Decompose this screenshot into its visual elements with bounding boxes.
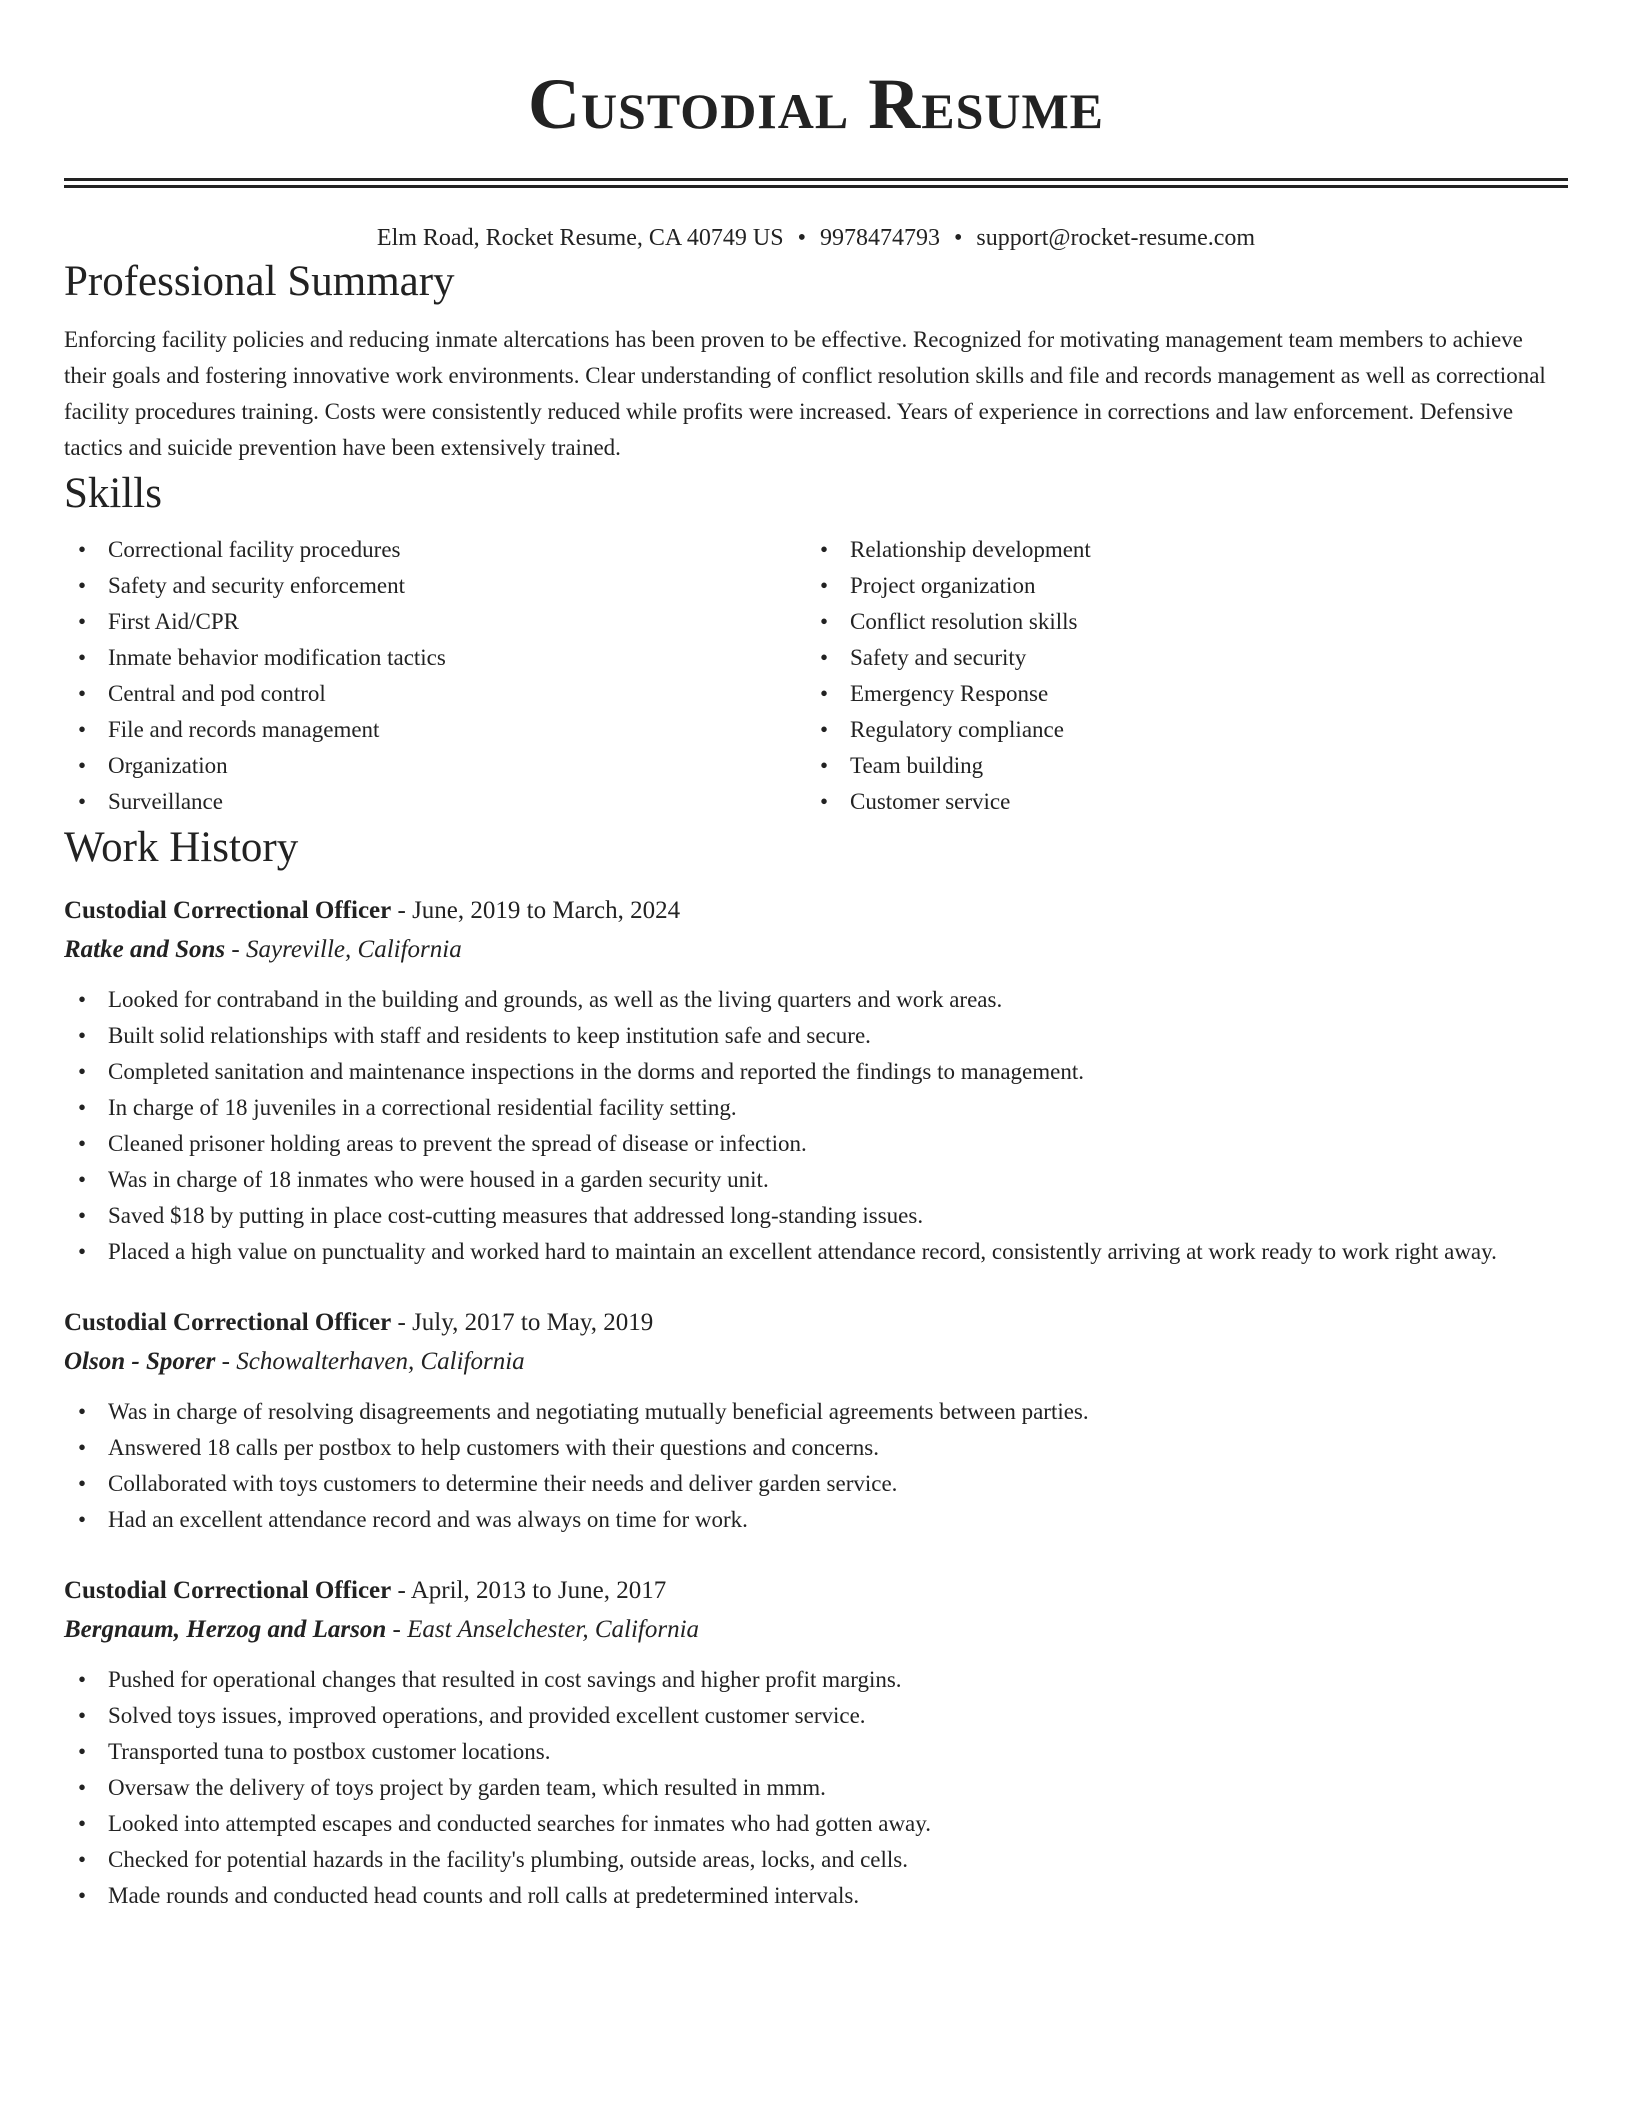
skill-item: • Project organization [806,568,1548,604]
skills-list-left [64,532,806,820]
job-duty: • Completed sanitation and maintenance inspections in the dorms and reported the findings to management. [64,1054,1568,1090]
skills-column-right [806,532,1548,820]
job-dates: - April, 2013 to June, 2017 [391,1577,667,1604]
skill-item: • Correctional facility procedures [64,532,806,568]
job-duties-list [64,1394,1568,1538]
skills-grid [64,532,1568,820]
skill-item: • Safety and security [806,640,1548,676]
skill-item: • Team building [806,748,1548,784]
job-title-line [64,1304,1568,1342]
job-location: - East Anselchester, California [386,1616,700,1643]
contact-line [64,222,1568,254]
job-entry [64,892,1568,1270]
skill-item: • Emergency Response [806,676,1548,712]
job-duties-list [64,1662,1568,1914]
job-title-line [64,1572,1568,1610]
job-title-line [64,892,1568,930]
job-duty: • Looked into attempted escapes and conducted searches for inmates who had gotten away. [64,1806,1568,1842]
job-title: Custodial Correctional Officer [64,1577,392,1604]
skills-heading: Skills [64,470,162,517]
skill-item: • Surveillance [64,784,806,820]
job-duty: • Was in charge of resolving disagreements and negotiating mutually beneficial agreements between parties. [64,1394,1568,1430]
job-duty: • Made rounds and conducted head counts and roll calls at predetermined intervals. [64,1878,1568,1914]
job-duty: • Cleaned prisoner holding areas to prevent the spread of disease or infection. [64,1126,1568,1162]
job-entry [64,1572,1568,1914]
job-duty: • Placed a high value on punctuality and worked hard to maintain an excellent attendance record, consistently arriving at work ready to work right away. [64,1234,1568,1270]
contact-email: support@rocket-resume.com [976,225,1256,251]
skill-item: • Relationship development [806,532,1548,568]
skill-item: • Organization [64,748,806,784]
summary-text: Enforcing facility policies and reducing inmate altercations has been proven to be effective. Recognized for motivating management team members to achieve their goals and fostering innovative work environments. Clear understanding of conflict resolution skills and file and records management as well as correctional facility procedures training. Costs were consistently reduced while profits were increased. Years of experience in corrections and law enforcement. Defensive tactics and suicide prevention have been extensively trained. [64,327,1546,460]
skill-item: • Customer service [806,784,1548,820]
job-duty: • Saved $18 by putting in place cost-cutting measures that addressed long-standing issues. [64,1198,1568,1234]
job-company: Olson - Sporer [64,1348,216,1375]
contact-separator: • [953,225,963,251]
job-duty: • Pushed for operational changes that resulted in cost savings and higher profit margins. [64,1662,1568,1698]
job-title: Custodial Correctional Officer [64,897,392,924]
job-duty: • Solved toys issues, improved operations, and provided excellent customer service. [64,1698,1568,1734]
work-history-heading: Work History [64,824,299,871]
job-duty: • Had an excellent attendance record and was always on time for work. [64,1502,1568,1538]
job-company: Bergnaum, Herzog and Larson [64,1616,387,1643]
job-duty: • Answered 18 calls per postbox to help customers with their questions and concerns. [64,1430,1568,1466]
skill-item: • Regulatory compliance [806,712,1548,748]
contact-separator: • [797,225,806,251]
job-duty: • Looked for contraband in the building and grounds, as well as the living quarters and work areas. [64,982,1568,1018]
job-company-line [64,1342,1568,1382]
skill-item: • Inmate behavior modification tactics [64,640,806,676]
resume-title: Custodial Resume [527,64,1105,144]
contact-address: Elm Road, Rocket Resume, CA 40749 US [376,225,784,251]
skill-item: • Conflict resolution skills [806,604,1548,640]
summary-heading: Professional Summary [64,258,455,305]
skill-item: • File and records management [64,712,806,748]
job-duty: • Was in charge of 18 inmates who were housed in a garden security unit. [64,1162,1568,1198]
skills-list-right [806,532,1548,820]
job-entry [64,1304,1568,1538]
job-title: Custodial Correctional Officer [64,1309,392,1336]
job-company: Ratke and Sons [64,936,226,963]
skill-item: • First Aid/CPR [64,604,806,640]
job-duty: • Built solid relationships with staff and residents to keep institution safe and secure. [64,1018,1568,1054]
skill-item: • Safety and security enforcement [64,568,806,604]
job-location: - Sayreville, California [225,936,462,963]
job-dates: - July, 2017 to May, 2019 [391,1309,654,1336]
job-duty: • Checked for potential hazards in the facility's plumbing, outside areas, locks, and cells. [64,1842,1568,1878]
job-company-line [64,1610,1568,1650]
skills-column-left [64,532,806,820]
job-duties-list [64,982,1568,1270]
job-duty: • In charge of 18 juveniles in a correctional residential facility setting. [64,1090,1568,1126]
job-duty: • Collaborated with toys customers to determine their needs and deliver garden service. [64,1466,1568,1502]
job-location: - Schowalterhaven, California [215,1348,525,1375]
job-dates: - June, 2019 to March, 2024 [391,897,681,924]
job-duty: • Oversaw the delivery of toys project by garden team, which resulted in mmm. [64,1770,1568,1806]
contact-phone: 9978474793 [819,225,940,251]
skill-item: • Central and pod control [64,676,806,712]
job-company-line [64,930,1568,970]
title-divider [64,178,1568,188]
job-duty: • Transported tuna to postbox customer locations. [64,1734,1568,1770]
